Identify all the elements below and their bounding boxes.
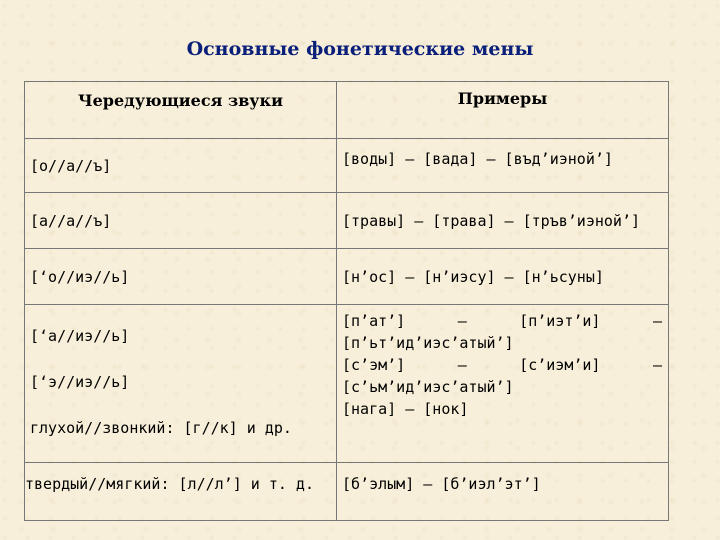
page-title: Основные фонетические мены	[186, 38, 534, 60]
sounds-cell: твердый//мягкий: [л//л’] и т. д.	[25, 463, 337, 521]
header-examples: Примеры	[337, 82, 669, 139]
example-line: [с’ьм’ид’иэс’атый’]	[342, 378, 514, 396]
table-header-row	[25, 82, 669, 139]
example-cell: [воды] — [вада] — [въд’иэной’]	[337, 139, 669, 193]
example-cell-merged	[337, 305, 669, 463]
table-row	[25, 139, 669, 193]
phonetic-alternations-table	[24, 81, 669, 521]
sounds-cell-merged	[25, 305, 337, 463]
table-row	[25, 463, 669, 521]
sounds-line: [‘а//иэ//ь]	[30, 327, 130, 345]
sounds-line: [‘э//иэ//ь]	[30, 373, 130, 391]
example-line: [с’эм’] — [с’иэм’и] —	[342, 356, 662, 374]
example-line: [п’ат’] — [п’иэт’и] —	[342, 312, 662, 330]
example-cell: [травы] — [трава] — [тръв’иэной’]	[337, 193, 669, 249]
sounds-cell: [о//а//ъ]	[25, 139, 337, 193]
example-cell: [б’элым] — [б’иэл’эт’]	[337, 463, 669, 521]
sounds-line: глухой//звонкий: [г//к] и др.	[30, 419, 292, 437]
example-cell: [н’ос] — [н’иэсу] — [н’ьсуны]	[337, 249, 669, 305]
example-line: [п’ьт’ид’иэс’атый’]	[342, 334, 514, 352]
sounds-cell: [‘о//иэ//ь]	[25, 249, 337, 305]
header-alternating-sounds: Чередующиеся звуки	[25, 82, 337, 139]
sounds-cell: [а//а//ъ]	[25, 193, 337, 249]
table-row	[25, 193, 669, 249]
table-row-merged	[25, 305, 669, 463]
example-line: [нага] — [нок]	[342, 400, 469, 418]
table-row	[25, 249, 669, 305]
